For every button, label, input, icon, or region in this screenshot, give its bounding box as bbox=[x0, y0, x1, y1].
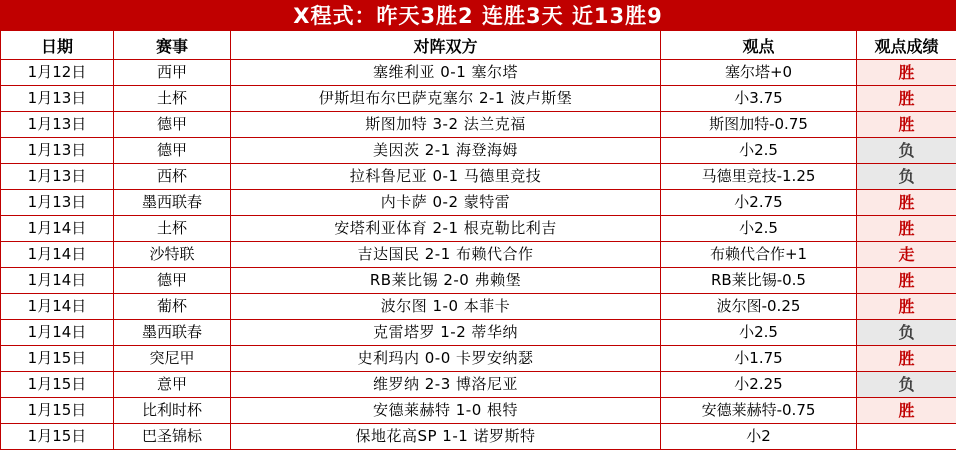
cell-match: 美因茨 2-1 海登海姆 bbox=[231, 138, 661, 164]
table-row bbox=[1, 164, 956, 190]
cell-match: 伊斯坦布尔巴萨克塞尔 2-1 波卢斯堡 bbox=[231, 86, 661, 112]
cell-result: 胜 bbox=[857, 60, 956, 86]
cell-competition: 墨西联春 bbox=[114, 320, 231, 346]
table-header-row bbox=[1, 31, 956, 60]
cell-result: 胜 bbox=[857, 190, 956, 216]
column-header-result: 观点成绩 bbox=[857, 31, 956, 60]
cell-date: 1月12日 bbox=[1, 60, 114, 86]
cell-date: 1月14日 bbox=[1, 268, 114, 294]
table-row bbox=[1, 60, 956, 86]
cell-match: 塞维利亚 0-1 塞尔塔 bbox=[231, 60, 661, 86]
cell-match: 安德莱赫特 1-0 根特 bbox=[231, 398, 661, 424]
cell-competition: 德甲 bbox=[114, 138, 231, 164]
cell-competition: 比利时杯 bbox=[114, 398, 231, 424]
cell-view: 塞尔塔+0 bbox=[661, 60, 857, 86]
cell-view: 布赖代合作+1 bbox=[661, 242, 857, 268]
cell-result: 胜 bbox=[857, 112, 956, 138]
cell-view: 安德莱赫特-0.75 bbox=[661, 398, 857, 424]
cell-date: 1月15日 bbox=[1, 424, 114, 450]
cell-match: 史利玛内 0-0 卡罗安纳瑟 bbox=[231, 346, 661, 372]
cell-match: 内卡萨 0-2 蒙特雷 bbox=[231, 190, 661, 216]
cell-competition: 西甲 bbox=[114, 60, 231, 86]
table-row bbox=[1, 320, 956, 346]
cell-match: 安塔利亚体育 2-1 根克勒比利吉 bbox=[231, 216, 661, 242]
cell-match: 波尔图 1-0 本菲卡 bbox=[231, 294, 661, 320]
cell-match: 保地花高SP 1-1 诺罗斯特 bbox=[231, 424, 661, 450]
cell-view: 小2.5 bbox=[661, 320, 857, 346]
table-row bbox=[1, 372, 956, 398]
cell-view: 波尔图-0.25 bbox=[661, 294, 857, 320]
cell-date: 1月15日 bbox=[1, 372, 114, 398]
cell-view: 马德里竞技-1.25 bbox=[661, 164, 857, 190]
cell-view: 小2 bbox=[661, 424, 857, 450]
cell-result: 胜 bbox=[857, 268, 956, 294]
table-row bbox=[1, 216, 956, 242]
cell-result: 胜 bbox=[857, 294, 956, 320]
cell-view: 小2.25 bbox=[661, 372, 857, 398]
cell-competition: 葡杯 bbox=[114, 294, 231, 320]
cell-match: 维罗纳 2-3 博洛尼亚 bbox=[231, 372, 661, 398]
cell-date: 1月14日 bbox=[1, 242, 114, 268]
cell-match: 吉达国民 2-1 布赖代合作 bbox=[231, 242, 661, 268]
table-row bbox=[1, 398, 956, 424]
cell-result: 胜 bbox=[857, 86, 956, 112]
cell-match: 克雷塔罗 1-2 蒂华纳 bbox=[231, 320, 661, 346]
cell-view: 小1.75 bbox=[661, 346, 857, 372]
cell-competition: 突尼甲 bbox=[114, 346, 231, 372]
cell-competition: 德甲 bbox=[114, 268, 231, 294]
cell-competition: 沙特联 bbox=[114, 242, 231, 268]
table-row bbox=[1, 294, 956, 320]
table-row bbox=[1, 86, 956, 112]
cell-view: RB莱比锡-0.5 bbox=[661, 268, 857, 294]
cell-result: 负 bbox=[857, 320, 956, 346]
table-row bbox=[1, 190, 956, 216]
cell-match: RB莱比锡 2-0 弗赖堡 bbox=[231, 268, 661, 294]
column-header-view: 观点 bbox=[661, 31, 857, 60]
cell-competition: 墨西联春 bbox=[114, 190, 231, 216]
cell-view: 小2.5 bbox=[661, 138, 857, 164]
cell-result: 负 bbox=[857, 138, 956, 164]
cell-competition: 土杯 bbox=[114, 216, 231, 242]
cell-match: 拉科鲁尼亚 0-1 马德里竞技 bbox=[231, 164, 661, 190]
cell-date: 1月13日 bbox=[1, 190, 114, 216]
cell-result: 走 bbox=[857, 242, 956, 268]
cell-view: 小3.75 bbox=[661, 86, 857, 112]
cell-date: 1月13日 bbox=[1, 86, 114, 112]
cell-competition: 德甲 bbox=[114, 112, 231, 138]
cell-competition: 意甲 bbox=[114, 372, 231, 398]
cell-result: 胜 bbox=[857, 216, 956, 242]
cell-result bbox=[857, 424, 956, 450]
cell-competition: 巴圣锦标 bbox=[114, 424, 231, 450]
cell-result: 胜 bbox=[857, 398, 956, 424]
table-row bbox=[1, 138, 956, 164]
column-header-competition: 赛事 bbox=[114, 31, 231, 60]
column-header-match: 对阵双方 bbox=[231, 31, 661, 60]
cell-date: 1月15日 bbox=[1, 346, 114, 372]
table-row bbox=[1, 242, 956, 268]
cell-view: 小2.75 bbox=[661, 190, 857, 216]
predictions-table bbox=[0, 30, 956, 450]
column-header-date: 日期 bbox=[1, 31, 114, 60]
table-body bbox=[1, 60, 956, 450]
cell-date: 1月14日 bbox=[1, 216, 114, 242]
cell-date: 1月15日 bbox=[1, 398, 114, 424]
cell-result: 负 bbox=[857, 164, 956, 190]
cell-competition: 西杯 bbox=[114, 164, 231, 190]
cell-date: 1月13日 bbox=[1, 164, 114, 190]
cell-view: 斯图加特-0.75 bbox=[661, 112, 857, 138]
table-row bbox=[1, 112, 956, 138]
table-row bbox=[1, 268, 956, 294]
cell-result: 胜 bbox=[857, 346, 956, 372]
page-title: X程式：昨天3胜2 连胜3天 近13胜9 bbox=[0, 0, 956, 30]
cell-competition: 土杯 bbox=[114, 86, 231, 112]
table-row bbox=[1, 424, 956, 450]
cell-result: 负 bbox=[857, 372, 956, 398]
cell-date: 1月13日 bbox=[1, 112, 114, 138]
cell-view: 小2.5 bbox=[661, 216, 857, 242]
table-row bbox=[1, 346, 956, 372]
cell-date: 1月14日 bbox=[1, 320, 114, 346]
cell-date: 1月13日 bbox=[1, 138, 114, 164]
cell-date: 1月14日 bbox=[1, 294, 114, 320]
cell-match: 斯图加特 3-2 法兰克福 bbox=[231, 112, 661, 138]
